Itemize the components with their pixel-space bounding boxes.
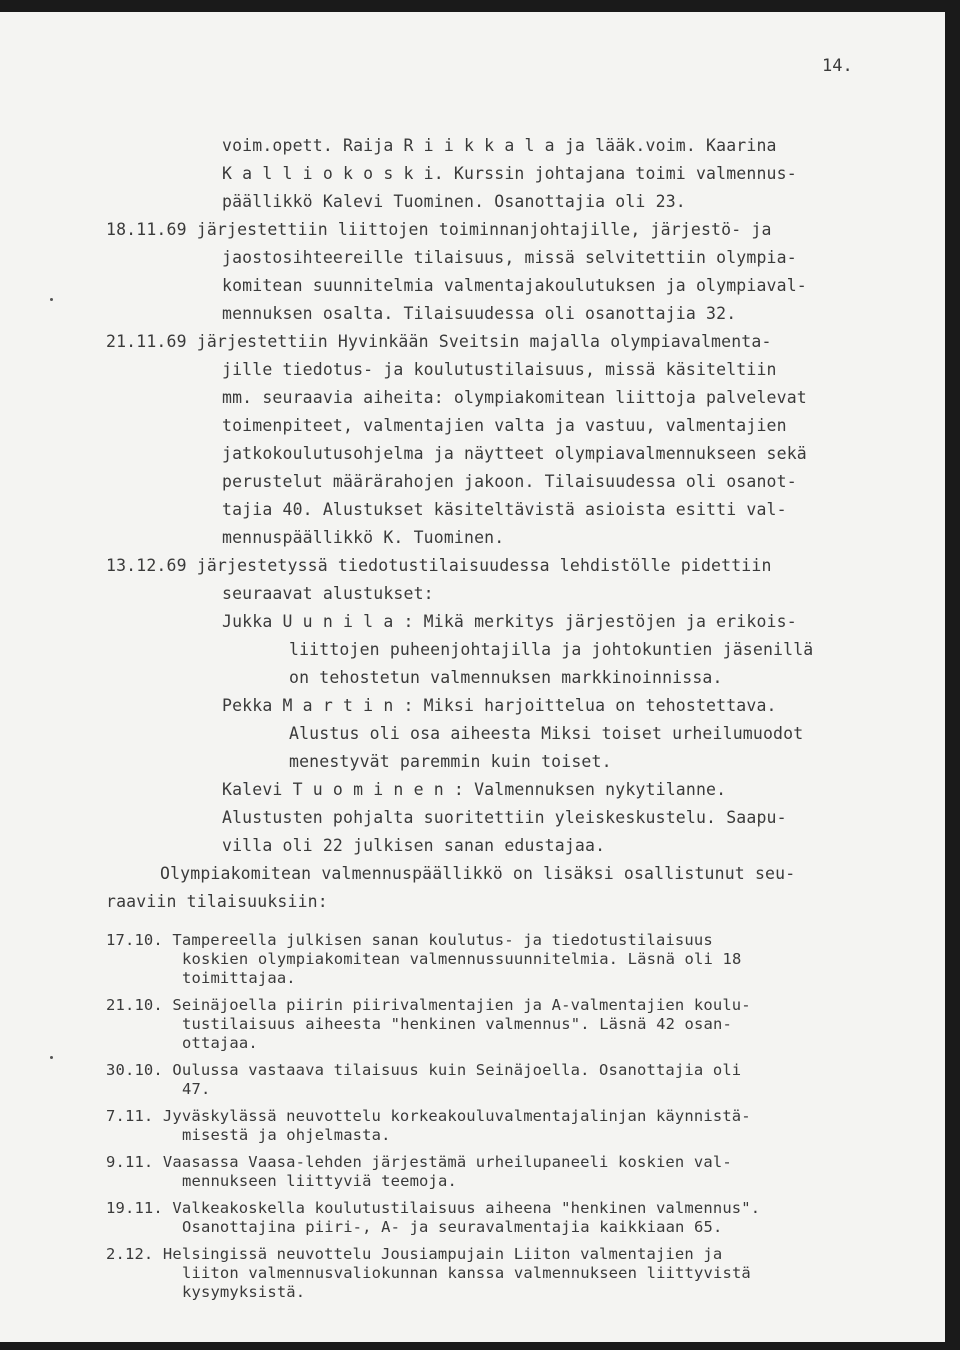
text-line: 18.11.69 järjestettiin liittojen toiminnanjohtajille, järjestö- ja [106, 220, 772, 239]
text-line: misestä ja ohjelmasta. [182, 1126, 391, 1144]
text-line: mm. seuraavia aiheita: olympiakomitean liittoja palvelevat [222, 388, 807, 407]
text-line: päällikkö Kalevi Tuominen. Osanottajia oli 23. [222, 192, 686, 211]
text-line: K a l l i o k o s k i. Kurssin johtajana toimi valmennus- [222, 164, 797, 183]
text-line: Pekka M a r t i n : Miksi harjoittelua on tehostettava. [222, 696, 777, 715]
text-line: kysymyksistä. [182, 1283, 306, 1301]
text-line: 7.11. Jyväskylässä neuvottelu korkeakouluvalmentajalinjan käynnistä- [106, 1107, 751, 1125]
text-line: on tehostetun valmennuksen markkinoinnissa. [289, 668, 723, 687]
text-line: Kalevi T u o m i n e n : Valmennuksen nykytilanne. [222, 780, 727, 799]
text-line: raaviin tilaisuuksiin: [106, 892, 328, 911]
text-line: 30.10. Oulussa vastaava tilaisuus kuin Seinäjoella. Osanottajia oli [106, 1061, 742, 1079]
text-line: 19.11. Valkeakoskella koulutustilaisuus aiheena "henkinen valmennus". [106, 1199, 761, 1217]
text-line: perustelut määrärahojen jakoon. Tilaisuudessa oli osanot- [222, 472, 797, 491]
text-line: Alustusten pohjalta suoritettiin yleiskeskustelu. Saapu- [222, 808, 787, 827]
text-line: Alustus oli osa aiheesta Miksi toiset urheilumuodot [289, 724, 804, 743]
text-line: komitean suunnitelmia valmentajakoulutuksen ja olympiaval- [222, 276, 807, 295]
text-line: Olympiakomitean valmennuspäällikkö on lisäksi osallistunut seu- [160, 864, 796, 883]
text-line: ottajaa. [182, 1034, 258, 1052]
text-line: liittojen puheenjohtajilla ja johtokuntien jäsenillä [289, 640, 814, 659]
text-line: toimittajaa. [182, 969, 296, 987]
text-line: mennukseen liittyviä teemoja. [182, 1172, 457, 1190]
text-line: jatkokoulutusohjelma ja näytteet olympiavalmennukseen sekä [222, 444, 807, 463]
text-line: 47. [182, 1080, 211, 1098]
text-line: 13.12.69 järjestetyssä tiedotustilaisuudessa lehdistölle pidettiin [106, 556, 772, 575]
text-line: 9.11. Vaasassa Vaasa-lehden järjestämä urheilupaneeli koskien val- [106, 1153, 732, 1171]
text-line: liiton valmennusvaliokunnan kanssa valmennukseen liittyvistä [182, 1264, 751, 1282]
text-line: tajia 40. Alustukset käsiteltävistä asioista esitti val- [222, 500, 787, 519]
text-line: 2.12. Helsingissä neuvottelu Jousiampujain Liiton valmentajien ja [106, 1245, 723, 1263]
text-line: villa oli 22 julkisen sanan edustajaa. [222, 836, 606, 855]
text-line: 21.11.69 järjestettiin Hyvinkään Sveitsin majalla olympiavalmenta- [106, 332, 772, 351]
text-line: voim.opett. Raija R i i k k a l a ja lääk.voim. Kaarina [222, 136, 777, 155]
text-line: tustilaisuus aiheesta "henkinen valmennus". Läsnä 42 osan- [182, 1015, 732, 1033]
page-number: 14. [822, 56, 853, 76]
text-line: toimenpiteet, valmentajien valta ja vastuu, valmentajien [222, 416, 787, 435]
margin-mark [50, 1056, 53, 1059]
text-line: jaostosihteereille tilaisuus, missä selvitettiin olympia- [222, 248, 797, 267]
text-line: 21.10. Seinäjoella piirin piirivalmentajien ja A-valmentajien koulu- [106, 996, 751, 1014]
text-line: Jukka U u n i l a : Mikä merkitys järjestöjen ja erikois- [222, 612, 797, 631]
text-line: mennuksen osalta. Tilaisuudessa oli osanottajia 32. [222, 304, 737, 323]
margin-mark [50, 298, 53, 301]
text-line: 17.10. Tampereella julkisen sanan koulutus- ja tiedotustilaisuus [106, 931, 713, 949]
text-line: mennuspäällikkö K. Tuominen. [222, 528, 505, 547]
text-line: seuraavat alustukset: [222, 584, 434, 603]
document-page [0, 12, 945, 1342]
text-line: Osanottajina piiri-, A- ja seuravalmentajia kaikkiaan 65. [182, 1218, 723, 1236]
text-line: menestyvät paremmin kuin toiset. [289, 752, 612, 771]
text-line: koskien olympiakomitean valmennussuunnitelmia. Läsnä oli 18 [182, 950, 742, 968]
text-line: jille tiedotus- ja koulutustilaisuus, missä käsiteltiin [222, 360, 777, 379]
